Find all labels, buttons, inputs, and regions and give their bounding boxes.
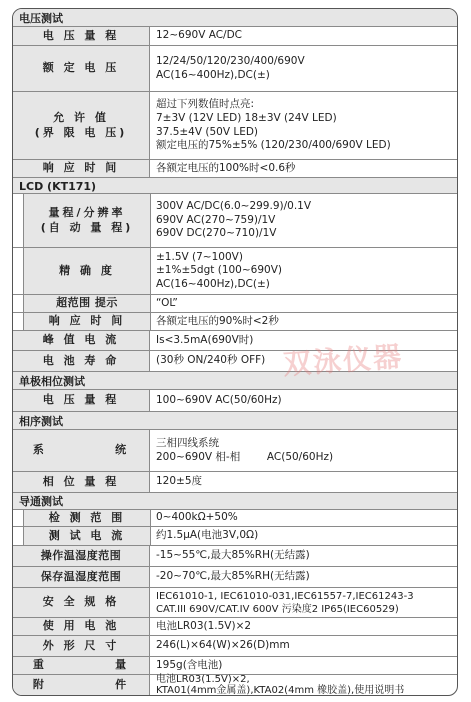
section-single-phase	[13, 372, 457, 390]
row-label: 系 统	[13, 430, 150, 471]
section-title: 导通测试	[19, 495, 63, 508]
spec-table	[12, 8, 458, 696]
row-response-time	[13, 160, 457, 178]
row-system	[13, 430, 457, 472]
row-test-current	[13, 527, 457, 546]
row-accessories	[13, 675, 457, 695]
section-lcd	[13, 178, 457, 194]
row-value: 超过下列数值时点亮: 7±3V (12V LED) 18±3V (24V LED) 37.5±4V (50V LED) 额定电压的75%±5% (120/230/400/690V LED)	[156, 98, 391, 152]
row-value: ±1.5V (7~100V) ±1%±5dgt (100~690V) AC(16~400Hz),DC(±)	[156, 250, 282, 290]
row-label: 附 件	[13, 675, 150, 695]
section-phase-sequence	[13, 412, 457, 430]
row-operating-temp	[13, 546, 457, 567]
row-value: 12/24/50/120/230/400/690V AC(16~400Hz),DC(±)	[156, 54, 305, 81]
row-value: 300V AC/DC(6.0~299.9)/0.1V 690V AC(270~759)/1V 690V DC(270~710)/1V	[156, 200, 312, 240]
row-dimensions	[13, 636, 457, 657]
row-value: “OL”	[156, 296, 178, 309]
row-value: 电池LR03(1.5V)×2	[156, 619, 252, 632]
row-label: 使 用 电 池	[13, 618, 150, 635]
row-lcd-range	[13, 194, 457, 248]
row-single-phase-range	[13, 390, 457, 412]
row-allowed-value	[13, 92, 457, 160]
row-value: 三相四线系统 200~690V 相-相 AC(50/60Hz)	[156, 436, 334, 463]
row-value: 0~400kΩ+50%	[156, 511, 238, 524]
row-voltage-range	[13, 27, 457, 46]
row-label: 测 试 电 流	[23, 527, 151, 545]
row-battery	[13, 618, 457, 636]
row-value: -20~70℃,最大85%RH(无结露)	[156, 570, 310, 583]
section-title: 单极相位测试	[19, 375, 85, 388]
row-label: 相 位 量 程	[13, 472, 150, 492]
row-label: 重 量	[13, 657, 150, 674]
row-battery-life	[13, 351, 457, 372]
row-label: 响 应 时 间	[13, 160, 150, 177]
row-safety	[13, 588, 457, 618]
row-label: 超范围 提示	[23, 295, 151, 312]
row-rated-voltage	[13, 46, 457, 92]
row-label: 操作温湿度范围	[13, 546, 150, 566]
row-label: 保存温湿度范围	[13, 567, 150, 587]
row-value: Is<3.5mA(690V时)	[156, 333, 254, 346]
section-voltage-test	[13, 9, 457, 27]
row-value: 约1.5μA(电池3V,0Ω)	[156, 529, 259, 542]
section-title: 电压测试	[19, 12, 63, 25]
row-storage-temp	[13, 567, 457, 588]
row-label: 额 定 电 压	[13, 46, 150, 91]
row-lcd-response	[13, 313, 457, 331]
row-label: 检 测 范 围	[23, 510, 151, 526]
watermark: 双泳仪器	[282, 339, 405, 382]
row-value: 12~690V AC/DC	[156, 29, 243, 42]
row-accuracy	[13, 248, 457, 295]
row-value: IEC61010-1, IEC61010-031,IEC61557-7,IEC61243-3 CAT.III 690V/CAT.IV 600V 污染度2 IP65(IEC60529)	[156, 590, 414, 615]
row-label: 精 确 度	[23, 248, 151, 294]
section-title: LCD (KT171)	[19, 180, 97, 193]
row-label: 外 形 尺 寸	[13, 636, 150, 656]
row-label: 峰 值 电 流	[13, 331, 150, 350]
row-value: 195g(含电池)	[156, 658, 223, 671]
row-label: 电 压 量 程	[13, 390, 150, 411]
section-title: 相序测试	[19, 415, 63, 428]
row-label: 响 应 时 间	[23, 313, 151, 330]
row-phase-range	[13, 472, 457, 493]
section-continuity	[13, 493, 457, 510]
row-value: (30秒 ON/240秒 OFF)	[156, 354, 266, 367]
row-detect-range	[13, 510, 457, 527]
row-label: 电 压 量 程	[13, 27, 150, 45]
row-value: -15~55℃,最大85%RH(无结露)	[156, 549, 310, 562]
row-weight	[13, 657, 457, 675]
row-value: 246(L)×64(W)×26(D)mm	[156, 639, 290, 652]
row-peak-current	[13, 331, 457, 351]
row-overrange	[13, 295, 457, 313]
row-value: 各额定电压的90%时<2秒	[156, 314, 279, 327]
row-value: 100~690V AC(50/60Hz)	[156, 393, 282, 406]
row-value: 120±5度	[156, 475, 203, 488]
row-value: 电池LR03(1.5V)×2, KTA01(4mm金属盖),KTA02(4mm 橡胶盖),使用说明书	[156, 673, 405, 696]
row-label: 允 许 值 (界 限 电 压)	[13, 92, 150, 159]
row-label: 电 池 寿 命	[13, 351, 150, 371]
row-label: 量程/分辨率 (自 动 量 程)	[23, 194, 151, 247]
row-label: 安 全 规 格	[13, 588, 150, 617]
row-value: 各额定电压的100%时<0.6秒	[156, 161, 296, 174]
